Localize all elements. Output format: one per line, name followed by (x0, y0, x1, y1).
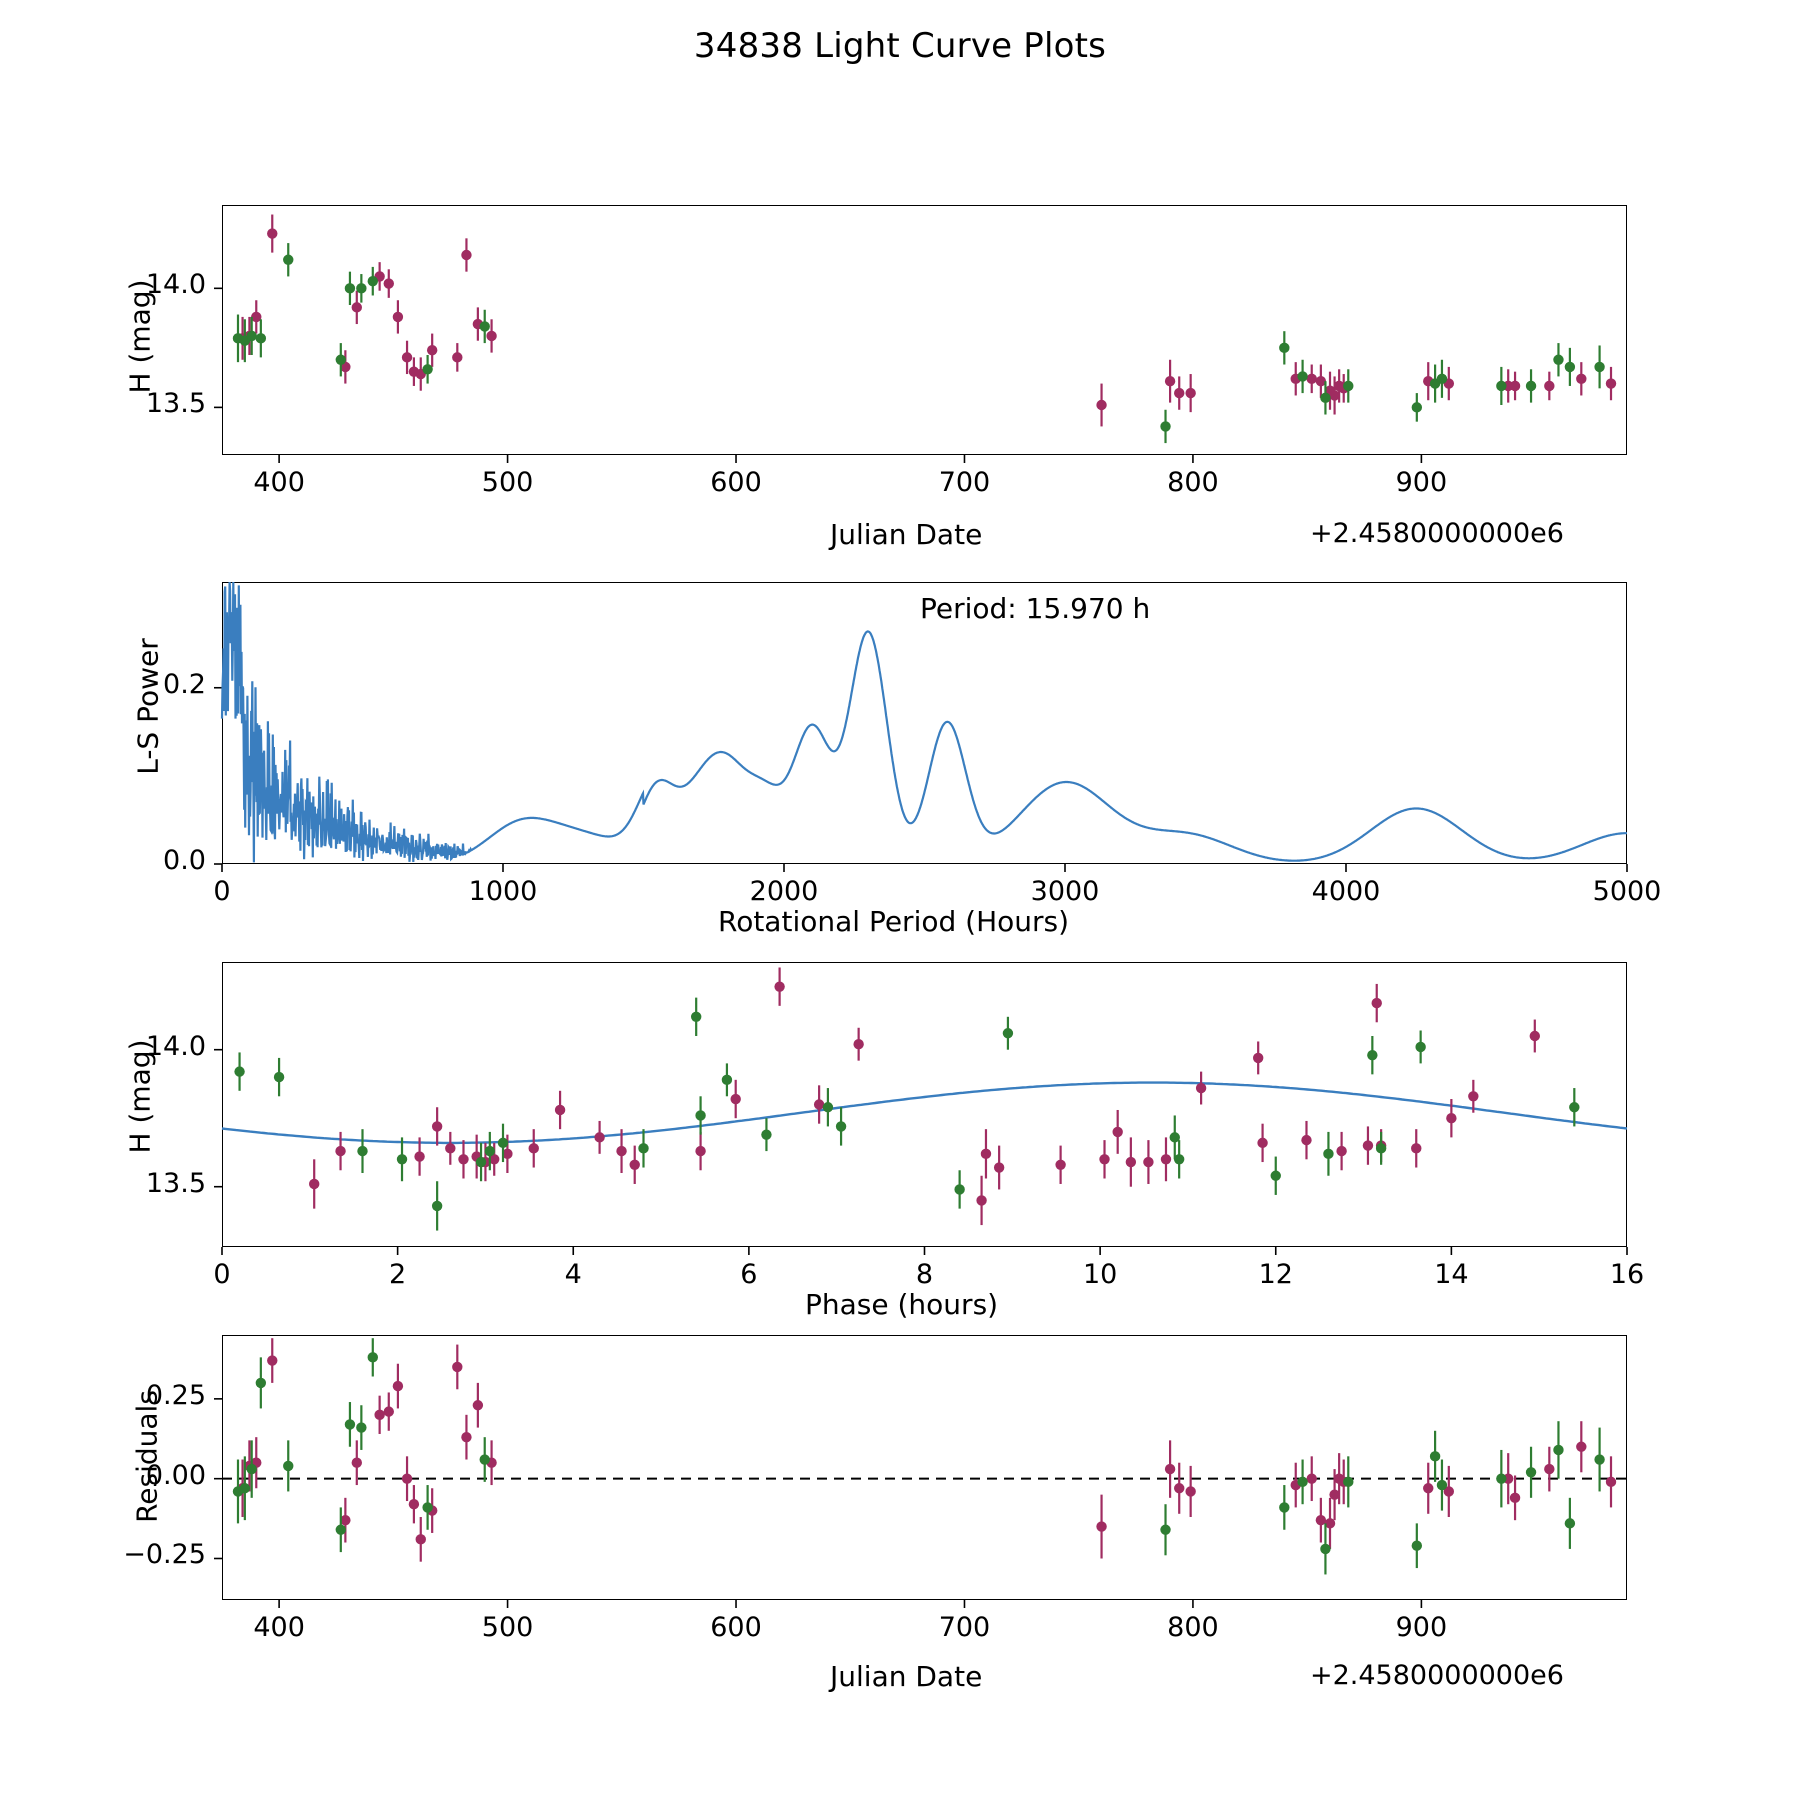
axis-tick-label: 5000 (1592, 876, 1662, 907)
axis-tick-label: 6 (740, 1259, 758, 1290)
residual-point (416, 1534, 426, 1544)
residuals-x-axis-label: Julian Date (830, 1660, 983, 1693)
axis-tick-label: 16 (1609, 1259, 1645, 1290)
residual-point (1185, 1486, 1195, 1496)
residual-point (267, 1355, 277, 1365)
residual-point (1096, 1521, 1106, 1531)
axis-tick-label: 900 (1395, 467, 1448, 498)
axis-tick-label: 14.0 (145, 1030, 206, 1062)
periodogram-y-axis-label: L-S Power (131, 638, 165, 775)
residual-point (1437, 1480, 1447, 1490)
residual-point (1320, 1544, 1330, 1554)
axis-tick-label: 700 (938, 467, 991, 498)
residual-point (240, 1483, 250, 1493)
residual-point (384, 1406, 394, 1416)
residual-point (473, 1400, 483, 1410)
residual-point (1576, 1442, 1586, 1452)
residual-point (1496, 1473, 1506, 1483)
figure-title: 34838 Light Curve Plots (693, 26, 1107, 66)
lightcurve-x-axis-label: Julian Date (830, 518, 983, 551)
axis-tick-label: 0 (213, 876, 231, 907)
residual-point (1279, 1502, 1289, 1512)
residual-point (1553, 1445, 1563, 1455)
lightcurve-y-axis-label: H (mag) (123, 279, 157, 394)
axis-tick-label: 8 (915, 1259, 934, 1290)
residual-point (1594, 1454, 1604, 1464)
residuals-x-offset-label: +2.4580000000e6 (1310, 1660, 1564, 1691)
axis-tick-label: 0.00 (145, 1459, 206, 1491)
residual-point (374, 1410, 384, 1420)
residual-point (283, 1461, 293, 1471)
residual-point (1297, 1477, 1307, 1487)
axis-tick-label: 4000 (1311, 876, 1381, 907)
axis-tick-label: 400 (253, 467, 305, 498)
residual-point (393, 1381, 403, 1391)
axis-tick-label: 13.5 (145, 1167, 206, 1199)
axis-tick-label: 13.5 (145, 388, 206, 420)
residual-point (1510, 1493, 1520, 1503)
residual-point (1606, 1477, 1616, 1487)
axis-tick-label: 0 (213, 1259, 231, 1290)
residual-point (1565, 1518, 1575, 1528)
axis-tick-label: 0.0 (163, 845, 206, 876)
residual-point (336, 1525, 346, 1535)
residual-point (356, 1422, 366, 1432)
residual-point (352, 1458, 362, 1468)
residual-point (246, 1464, 256, 1474)
residual-point (1165, 1464, 1175, 1474)
period-annotation: Period: 15.970 h (920, 592, 1151, 625)
residual-point (1544, 1464, 1554, 1474)
axis-tick-label: 2 (389, 1259, 407, 1290)
axis-tick-label: 600 (710, 467, 762, 498)
axis-tick-label: 500 (481, 1612, 534, 1643)
residuals-y-axis-label: Residuals (130, 1390, 164, 1523)
axis-tick-label: 2000 (749, 876, 819, 907)
axis-tick-label: 10 (1082, 1259, 1118, 1290)
residual-point (1430, 1451, 1440, 1461)
axis-tick-label: 4 (564, 1259, 582, 1290)
residual-point (1343, 1477, 1353, 1487)
axis-tick-label: −0.25 (123, 1539, 206, 1571)
residual-point (409, 1499, 419, 1509)
axis-tick-label: 14 (1434, 1259, 1469, 1290)
axis-tick-label: 1000 (468, 876, 538, 907)
residual-point (256, 1378, 266, 1388)
axis-tick-label: 900 (1395, 1612, 1448, 1643)
lightcurve-x-offset-label: +2.4580000000e6 (1310, 518, 1564, 549)
residual-point (368, 1352, 378, 1362)
residual-point (480, 1454, 490, 1464)
axis-tick-label: 800 (1167, 467, 1219, 498)
axis-tick-label: 700 (938, 1612, 991, 1643)
residual-point (345, 1419, 355, 1429)
axis-tick-label: 500 (481, 467, 534, 498)
axis-tick-label: 12 (1258, 1259, 1293, 1290)
residual-point (1174, 1483, 1184, 1493)
axis-tick-label: 14.0 (145, 269, 206, 301)
axis-tick-label: 800 (1167, 1612, 1219, 1643)
axis-tick-label: 3000 (1030, 876, 1100, 907)
residual-point (1423, 1483, 1433, 1493)
axis-tick-label: 600 (710, 1612, 762, 1643)
residual-point (422, 1502, 432, 1512)
phased-y-axis-label: H (mag) (123, 1039, 157, 1154)
residual-point (452, 1362, 462, 1372)
residual-point (1412, 1541, 1422, 1551)
periodogram-x-axis-label: Rotational Period (Hours) (718, 905, 1070, 938)
axis-tick-label: 0.25 (145, 1379, 206, 1411)
residual-point (1526, 1467, 1536, 1477)
residual-point (402, 1473, 412, 1483)
residual-point (1160, 1525, 1170, 1535)
residual-point (1307, 1473, 1317, 1483)
axis-tick-label: 0.2 (163, 668, 206, 700)
phased-x-axis-label: Phase (hours) (805, 1288, 999, 1321)
residual-point (461, 1432, 471, 1442)
axis-tick-label: 400 (253, 1612, 305, 1643)
